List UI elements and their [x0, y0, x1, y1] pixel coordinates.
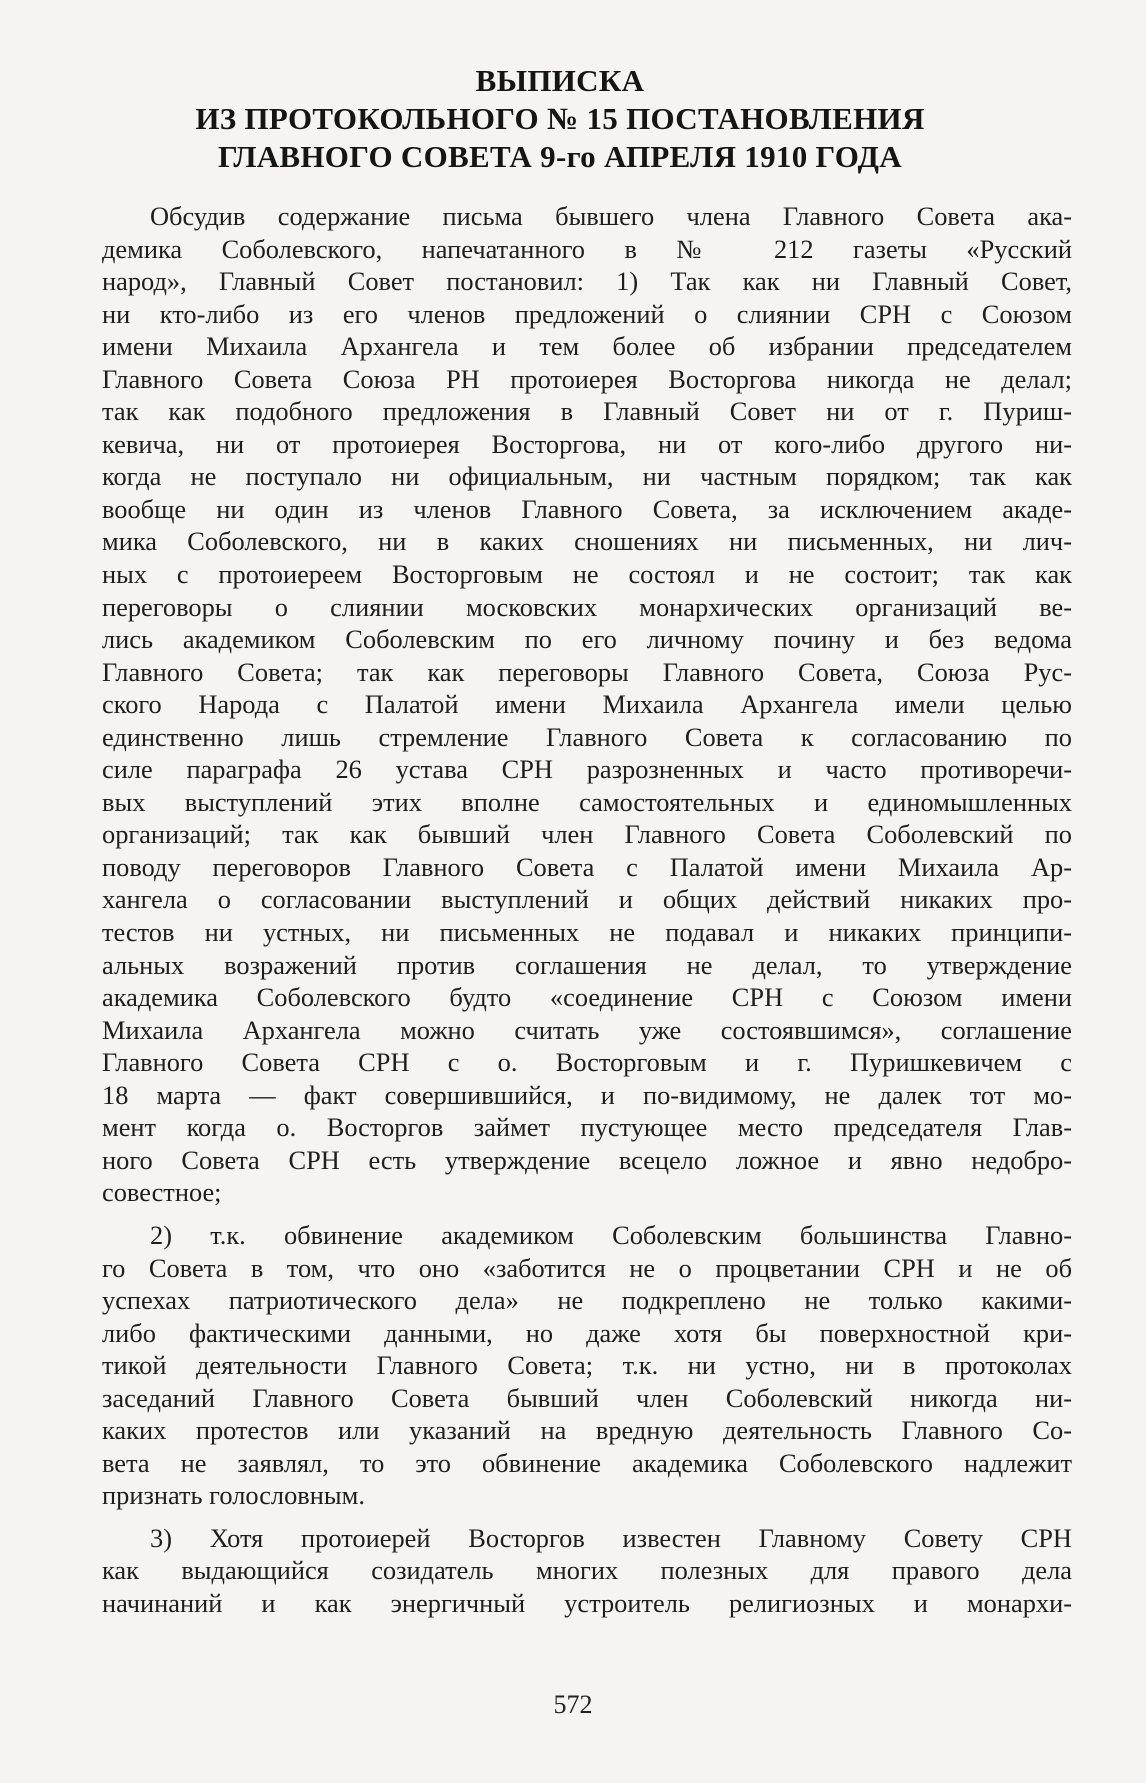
text-line: мент когда о. Восторгов займет пустующее место председателя Глав-: [102, 1112, 1072, 1143]
text-line: заседаний Главного Совета бывший член Соболевский никогда ни-: [102, 1382, 1072, 1413]
text-line: Главного Совета Союза РН протоиерея Восторгова никогда не делал;: [102, 363, 1072, 394]
text-line: хангела о согласовании выступлений и общих действий никаких про-: [102, 884, 1072, 915]
text-line: Главного Совета СРН с о. Восторговым и г. Пуришкевичем с: [102, 1047, 1072, 1078]
text-line: альных возражений против соглашения не делал, то утверждение: [102, 949, 1072, 980]
text-line: 18 марта — факт совершившийся, и по-видимому, не далек тот мо-: [102, 1079, 1072, 1110]
text-line: когда не поступало ни официальным, ни частным порядком; так как: [102, 461, 1072, 492]
text-line: 2) т.к. обвинение академиком Соболевским большинства Главно-: [150, 1219, 1072, 1250]
text-line: совестное;: [102, 1177, 222, 1208]
text-line: мика Соболевского, ни в каких сношениях ни письменных, ни лич-: [102, 526, 1072, 557]
text-line: Главного Совета; так как переговоры Главного Совета, Союза Рус-: [102, 656, 1072, 687]
text-line: как выдающийся созидатель многих полезных для правого дела: [102, 1555, 1072, 1586]
title-line-2: ИЗ ПРОТОКОЛЬНОГО № 15 ПОСТАНОВЛЕНИЯ: [195, 101, 925, 136]
paragraph-1: [102, 200, 1072, 1209]
title-line-1: ВЫПИСКА: [475, 63, 645, 98]
document-body: [102, 200, 1072, 1620]
text-line: го Совета в том, что оно «заботится не о процветании СРН и не об: [102, 1252, 1072, 1283]
paragraph-gap: [102, 1209, 1072, 1219]
text-line: успехах патриотического дела» не подкреплено не только какими-: [102, 1285, 1072, 1316]
text-line: народ», Главный Совет постановил: 1) Так как ни Главный Совет,: [102, 266, 1072, 297]
text-line: ного Совета СРН есть утверждение всецело ложное и явно недобро-: [102, 1144, 1072, 1175]
title-line-3: ГЛАВНОГО СОВЕТА 9-го АПРЕЛЯ 1910 ГОДА: [217, 139, 902, 174]
text-line: силе параграфа 26 устава СРН разрозненных и часто противоречи-: [102, 754, 1072, 785]
text-line: так как подобного предложения в Главный Совет ни от г. Пуриш-: [102, 396, 1072, 427]
text-line: каких протестов или указаний на вредную деятельность Главного Со-: [102, 1415, 1072, 1446]
text-line: 3) Хотя протоиерей Восторгов известен Главному Совету СРН: [150, 1522, 1072, 1553]
text-line: признать голословным.: [102, 1480, 365, 1511]
text-line: вообще ни один из членов Главного Совета, за исключением акаде-: [102, 493, 1072, 524]
text-line: вых выступлений этих вполне самостоятельных и единомышленных: [102, 786, 1072, 817]
text-line: кевича, ни от протоиерея Восторгова, ни от кого-либо другого ни-: [102, 428, 1072, 459]
paragraph-3: [102, 1522, 1072, 1620]
text-line: лись академиком Соболевским по его личному почину и без ведома: [102, 624, 1072, 655]
paragraph-2: [102, 1219, 1072, 1512]
text-line: тикой деятельности Главного Совета; т.к. ни устно, ни в протоколах: [102, 1350, 1072, 1381]
text-line: имени Михаила Архангела и тем более об избрании председателем: [102, 331, 1072, 362]
text-line: переговоры о слиянии московских монархических организаций ве-: [102, 591, 1072, 622]
text-line: Михаила Архангела можно считать уже состоявшимся», соглашение: [102, 1014, 1072, 1045]
paragraph-gap: [102, 1512, 1072, 1522]
text-line: поводу переговоров Главного Совета с Палатой имени Михаила Ар-: [102, 851, 1072, 882]
text-line: академика Соболевского будто «соединение СРН с Союзом имени: [102, 982, 1072, 1013]
text-line: ни кто-либо из его членов предложений о слиянии СРН с Союзом: [102, 298, 1072, 329]
text-line: ных с протоиереем Восторговым не состоял и не состоит; так как: [102, 559, 1072, 590]
text-line: демика Соболевского, напечатанного в № 212 газеты «Русский: [102, 233, 1072, 264]
page-number: 572: [553, 1690, 593, 1719]
text-line: Обсудив содержание письма бывшего члена Главного Совета ака-: [150, 201, 1072, 231]
document-title: [100, 62, 1020, 176]
text-line: организаций; так как бывший член Главного Совета Соболевский по: [102, 819, 1072, 850]
text-line: либо фактическими данными, но даже хотя бы поверхностной кри-: [102, 1317, 1072, 1348]
text-line: тестов ни устных, ни письменных не подавал и никаких принципи-: [102, 917, 1072, 948]
text-line: вета не заявлял, то это обвинение академика Соболевского надлежит: [102, 1447, 1072, 1478]
text-line: единственно лишь стремление Главного Совета к согласованию по: [102, 721, 1072, 752]
text-line: ского Народа с Палатой имени Михаила Архангела имели целью: [102, 689, 1072, 720]
text-line: начинаний и как энергичный устроитель религиозных и монархи-: [102, 1587, 1072, 1618]
